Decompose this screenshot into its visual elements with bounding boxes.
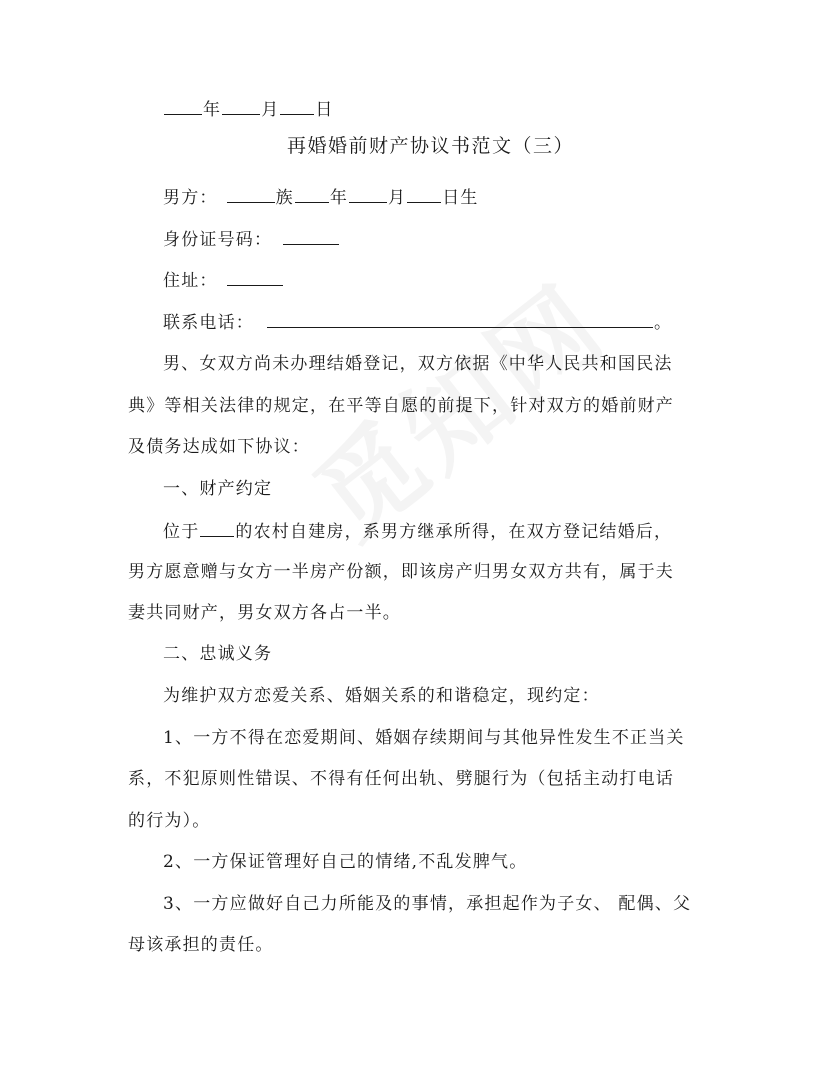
blank-house-location bbox=[200, 520, 234, 537]
item3-line-1: 3、一方应做好自己力所能及的事情，承担起作为子女、 配偶、父 bbox=[163, 894, 692, 914]
blank-id-number bbox=[283, 228, 339, 245]
blank-birth-month bbox=[349, 186, 387, 203]
date-month-label: 月 bbox=[261, 100, 280, 120]
id-number-line bbox=[163, 228, 340, 251]
intro-line-3: 及债务达成如下协议： bbox=[128, 437, 310, 457]
blank-year bbox=[164, 98, 202, 115]
male-party-line bbox=[163, 186, 479, 209]
intro-line-1: 男、女双方尚未办理结婚登记，双方依据《中华人民共和国民法 bbox=[163, 354, 673, 374]
phone-line bbox=[163, 311, 672, 334]
date-day-label: 日 bbox=[315, 100, 334, 120]
item3-line-2: 母该承担的责任。 bbox=[128, 935, 274, 955]
section1-line-3: 妻共同财产，男女双方各占一半。 bbox=[128, 603, 401, 623]
blank-phone bbox=[267, 311, 653, 328]
blank-month bbox=[222, 98, 260, 115]
section1-heading: 一、财产约定 bbox=[163, 479, 273, 499]
item1-line-3: 的行为）。 bbox=[128, 811, 211, 831]
male-label: 男方： bbox=[163, 188, 218, 208]
address-line bbox=[163, 269, 284, 292]
date-year-label: 年 bbox=[203, 100, 222, 120]
blank-birth-year bbox=[295, 186, 329, 203]
ethnicity-label: 族 bbox=[275, 188, 294, 208]
section2-intro: 为维护双方恋爱关系、婚姻关系的和谐稳定，现约定： bbox=[163, 686, 600, 706]
section1-line-1 bbox=[163, 520, 672, 543]
item2-line: 2、一方保证管理好自己的情绪,不乱发脾气。 bbox=[163, 852, 528, 872]
birth-day-label: 日生 bbox=[442, 188, 479, 208]
section1-line-2: 男方愿意赠与女方一半房产份额，即该房产归男女双方共有，属于夫 bbox=[128, 562, 674, 582]
item1-line-2: 系，不犯原则性错误、不得有任何出轨、劈腿行为（包括主动打电话 bbox=[128, 769, 674, 789]
address-label: 住址： bbox=[163, 271, 218, 291]
phone-label: 联系电话： bbox=[163, 313, 254, 333]
section1-location-pre: 位于 bbox=[163, 522, 200, 542]
item1-line-1: 1、一方不得在恋爱期间、婚姻存续期间与其他异性发生不正当关 bbox=[163, 728, 685, 748]
document-title: 再婚婚前财产协议书范文（三） bbox=[287, 135, 575, 157]
section2-heading: 二、忠诚义务 bbox=[163, 644, 273, 664]
blank-address bbox=[227, 269, 283, 286]
intro-line-2: 典》等相关法律的规定，在平等自愿的前提下，针对双方的婚前财产 bbox=[128, 396, 674, 416]
blank-birth-day bbox=[407, 186, 441, 203]
id-number-label: 身份证号码： bbox=[163, 230, 273, 250]
birth-year-label: 年 bbox=[329, 188, 349, 208]
blank-day bbox=[280, 98, 314, 115]
section1-location-post: 的农村自建房，系男方继承所得，在双方登记结婚后， bbox=[235, 522, 673, 542]
blank-ethnicity bbox=[227, 186, 275, 203]
date-line bbox=[163, 98, 334, 121]
phone-end-punct: 。 bbox=[654, 313, 673, 333]
birth-month-label: 月 bbox=[388, 188, 407, 208]
